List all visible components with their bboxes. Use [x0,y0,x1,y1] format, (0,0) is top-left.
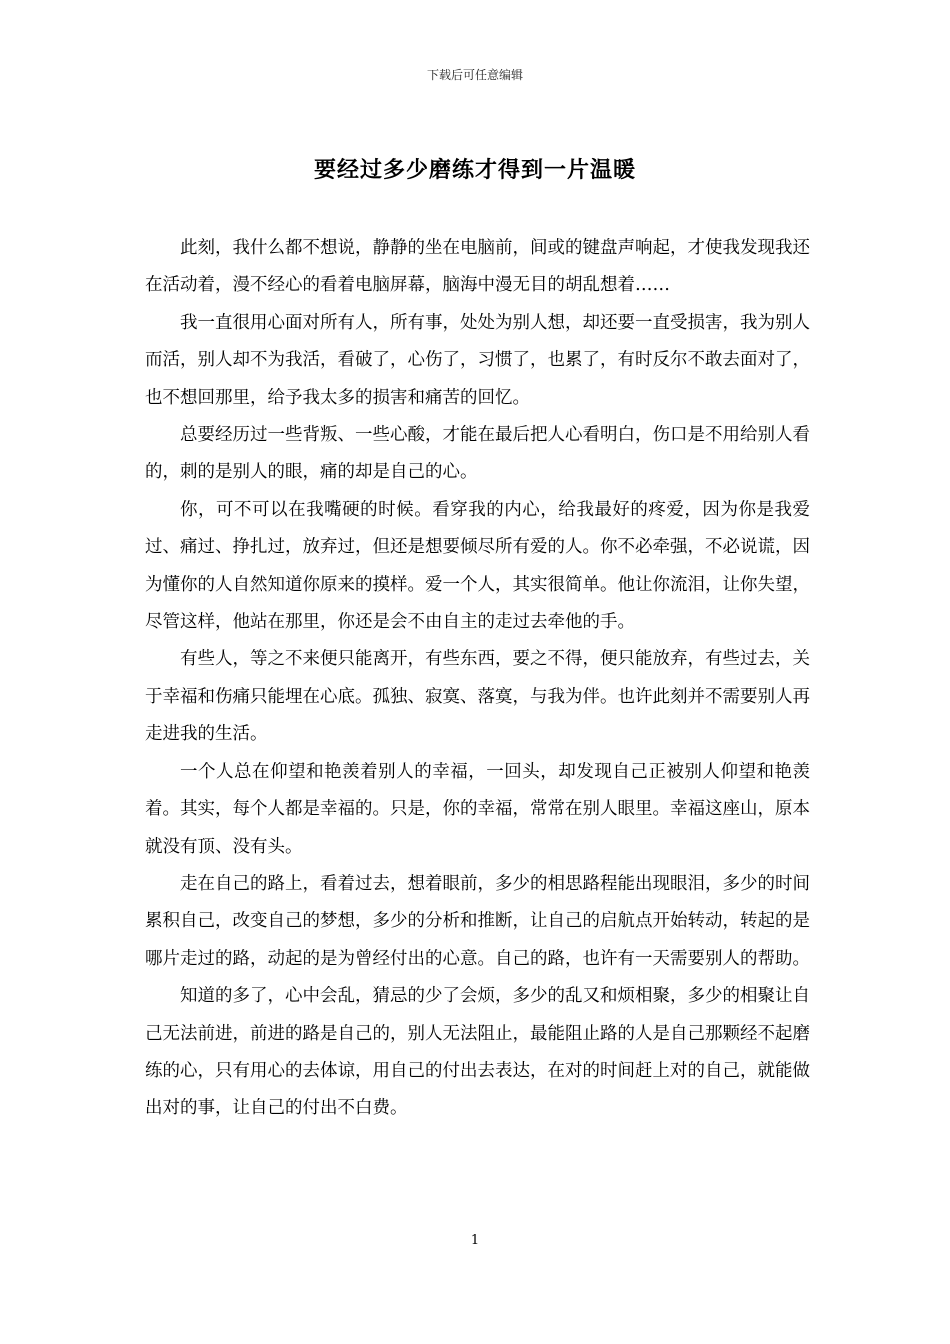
page-number: 1 [470,1233,480,1248]
paragraph-4: 你，可不可以在我嘴硬的时候。看穿我的内心，给我最好的疼爱，因为你是我爱过、痛过、挣扎过，放弃过，但还是想要倾尽所有爱的人。你不必牵强，不必说谎，因为懂你的人自然知道你原来的摸样。爱一个人，其实很简单。他让你流泪，让你失望，尽管这样，他站在那里，你还是会不由自主的走过去牵他的手。 [145,499,810,633]
paragraph-7: 走在自己的路上，看着过去，想着眼前，多少的相思路程能出现眼泪，多少的时间累积自己，改变自己的梦想，多少的分析和推断，让自己的启航点开始转动，转起的是哪片走过的路，动起的是为曾经付出的心意。自己的路，也许有一天需要别人的帮助。 [145,873,810,969]
paragraph-3: 总要经历过一些背叛、一些心酸，才能在最后把人心看明白，伤口是不用给别人看的，刺的是别人的眼，痛的却是自己的心。 [145,425,810,483]
document-body [145,230,810,1128]
page-header-note: 下载后可任意编辑 [426,68,523,82]
paragraph-1: 此刻，我什么都不想说，静静的坐在电脑前，间或的键盘声响起，才使我发现我还在活动着，漫不经心的看着电脑屏幕，脑海中漫无目的胡乱想着…… [145,238,810,296]
paragraph-8: 知道的多了，心中会乱，猜忌的少了会烦，多少的乱又和烦相聚，多少的相聚让自己无法前进，前进的路是自己的，别人无法阻止，最能阻止路的人是自己那颗经不起磨练的心，只有用心的去体谅，用自己的付出去表达，在对的时间赶上对的自己，就能做出对的事，让自己的付出不白费。 [145,986,810,1119]
paragraph-5: 有些人，等之不来便只能离开，有些东西，要之不得，便只能放弃，有些过去，关于幸福和伤痛只能埋在心底。孤独、寂寞、落寞，与我为伴。也许此刻并不需要别人再走进我的生活。 [145,649,810,745]
document-title: 要经过多少磨练才得到一片温暖 [313,157,636,183]
paragraph-6: 一个人总在仰望和艳羡着别人的幸福，一回头，却发现自己正被别人仰望和艳羡着。其实，每个人都是幸福的。只是，你的幸福，常常在别人眼里。幸福这座山，原本就没有顶、没有头。 [145,761,810,857]
paragraph-2: 我一直很用心面对所有人，所有事，处处为别人想，却还要一直受损害，我为别人而活，别人却不为我活，看破了，心伤了，习惯了，也累了，有时反尔不敢去面对了，也不想回那里，给予我太多的损害和痛苦的回忆。 [145,312,810,408]
